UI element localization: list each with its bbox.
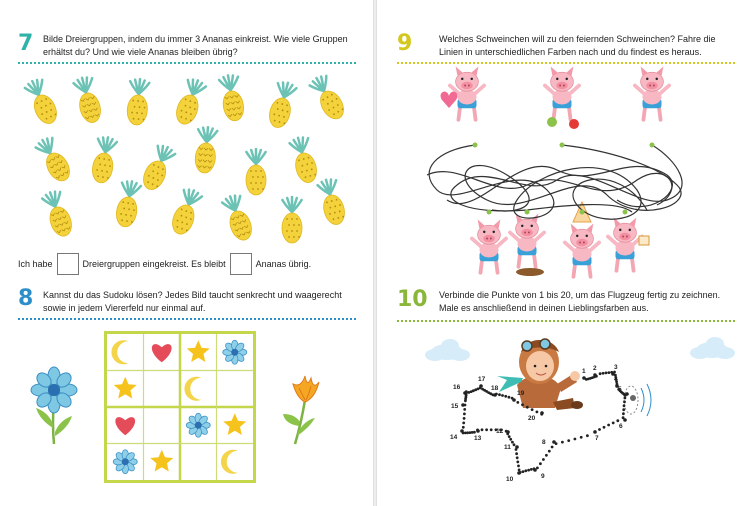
- dot-number-label: 12: [496, 428, 504, 435]
- dot-number-label: 18: [491, 385, 499, 392]
- propeller-icon: [624, 384, 651, 416]
- groups-answer-box[interactable]: [57, 253, 79, 275]
- pineapple-icon: [246, 149, 266, 195]
- dot-number-label: 2: [593, 365, 597, 372]
- task-8-instruction: Kannst du das Sudoku lösen? Jedes Bild taucht senkrecht und waagerecht sowie in jedem Viererfeld nur einmal auf.: [43, 290, 342, 313]
- dot-number-label: 7: [595, 435, 599, 442]
- pineapple-icon: [173, 77, 208, 127]
- flower-icon: [223, 340, 247, 364]
- dot-number-label: 19: [517, 390, 525, 397]
- answer-middle: Dreiergruppen eingekreist. Es bleibt: [82, 259, 226, 269]
- pineapple-icon: [194, 126, 218, 174]
- answer-suffix: Ananas übrig.: [255, 259, 312, 269]
- dot-number-label: 13: [474, 435, 482, 442]
- dot-number-label: 5: [618, 386, 622, 393]
- numbered-dot[interactable]: [451, 403, 465, 410]
- task-7-instruction: Bilde Dreiergruppen, indem du immer 3 Ananas einkreist. Wie viele Gruppen erhältst du? Und wie viele Ananas bleiben übrig?: [43, 34, 348, 57]
- pineapple-icon: [126, 78, 150, 126]
- pineapple-icon: [218, 74, 246, 123]
- dot-number-label: 14: [450, 434, 458, 441]
- cloud-icon: [425, 339, 470, 361]
- dot-number-label: 8: [542, 439, 546, 446]
- task-7-number: 7: [18, 31, 34, 56]
- pineapple-icon: [90, 136, 118, 185]
- numbered-dot[interactable]: [542, 439, 556, 446]
- pineapple-icon: [282, 197, 302, 243]
- dot-number-label: 9: [541, 473, 545, 480]
- dot-to-dot-plane: [377, 0, 750, 506]
- numbered-dot[interactable]: [593, 365, 597, 377]
- pineapple-icon: [221, 193, 256, 243]
- blue-flower-decoration: [24, 366, 84, 446]
- sudoku-cell[interactable]: [145, 372, 180, 407]
- dot-number-label: 11: [504, 444, 511, 451]
- task-7-answer-line: [18, 253, 311, 275]
- task-8-number: 8: [18, 286, 34, 311]
- numbered-dot[interactable]: [478, 376, 486, 388]
- dot-number-label: 15: [451, 403, 459, 410]
- pineapple-icon: [316, 177, 347, 227]
- pineapple-icon: [41, 189, 76, 239]
- numbered-dot[interactable]: [593, 430, 599, 442]
- numbered-dot[interactable]: [450, 429, 464, 441]
- dot-number-label: 3: [614, 364, 618, 371]
- dot-number-label: 4: [614, 376, 618, 383]
- tulip-decoration: [283, 374, 331, 446]
- task-10-number: 10: [397, 287, 428, 312]
- task-9-number: 9: [397, 31, 413, 56]
- numbered-dot[interactable]: [533, 468, 545, 480]
- answer-prefix: Ich habe: [18, 259, 53, 269]
- pineapple-icon: [72, 75, 103, 125]
- sudoku-cell[interactable]: [145, 408, 180, 443]
- numbered-dot[interactable]: [582, 368, 586, 380]
- dot-number-label: 6: [619, 423, 623, 430]
- sudoku-grid: [104, 331, 256, 483]
- pilot-child: [497, 339, 583, 410]
- pineapple-icon: [308, 73, 348, 123]
- task-9-instruction: Welches Schweinchen will zu den feiernden Schweinchen? Fahre die Linien in unterschiedlichen Farben nach und du findest es heraus.: [439, 34, 716, 57]
- task-10-instruction: Verbinde die Punkte von 1 bis 20, um das Flugzeug fertig zu zeichnen. Male es anschließend in deinen Lieblingsfarben aus.: [439, 290, 721, 313]
- remaining-answer-box[interactable]: [230, 253, 252, 275]
- cloud-icon: [690, 337, 735, 359]
- dot-number-label: 1: [582, 368, 586, 375]
- right-page: [377, 0, 750, 506]
- dot-number-label: 17: [478, 376, 486, 383]
- pineapple-icon: [288, 135, 319, 185]
- dot-number-label: 16: [453, 384, 461, 391]
- pineapple-icon: [34, 135, 74, 185]
- dot-number-label: 20: [528, 415, 536, 422]
- numbered-dot[interactable]: [453, 384, 467, 395]
- flower-icon: [113, 450, 137, 474]
- pineapple-icon: [266, 80, 297, 130]
- pineapple-icon: [139, 143, 177, 193]
- pineapple-icon: [169, 187, 204, 237]
- sudoku-cell[interactable]: [218, 372, 253, 407]
- numbered-dot[interactable]: [506, 471, 521, 483]
- left-page: [0, 0, 373, 506]
- pineapple-icon: [23, 77, 61, 127]
- sudoku-cell[interactable]: [181, 445, 216, 480]
- numbered-dot[interactable]: [611, 364, 618, 376]
- numbered-dot[interactable]: [619, 418, 627, 430]
- dot-number-label: 10: [506, 476, 514, 483]
- task-8-divider: [18, 318, 356, 320]
- pineapple-icon: [114, 180, 142, 229]
- flower-icon: [186, 413, 210, 437]
